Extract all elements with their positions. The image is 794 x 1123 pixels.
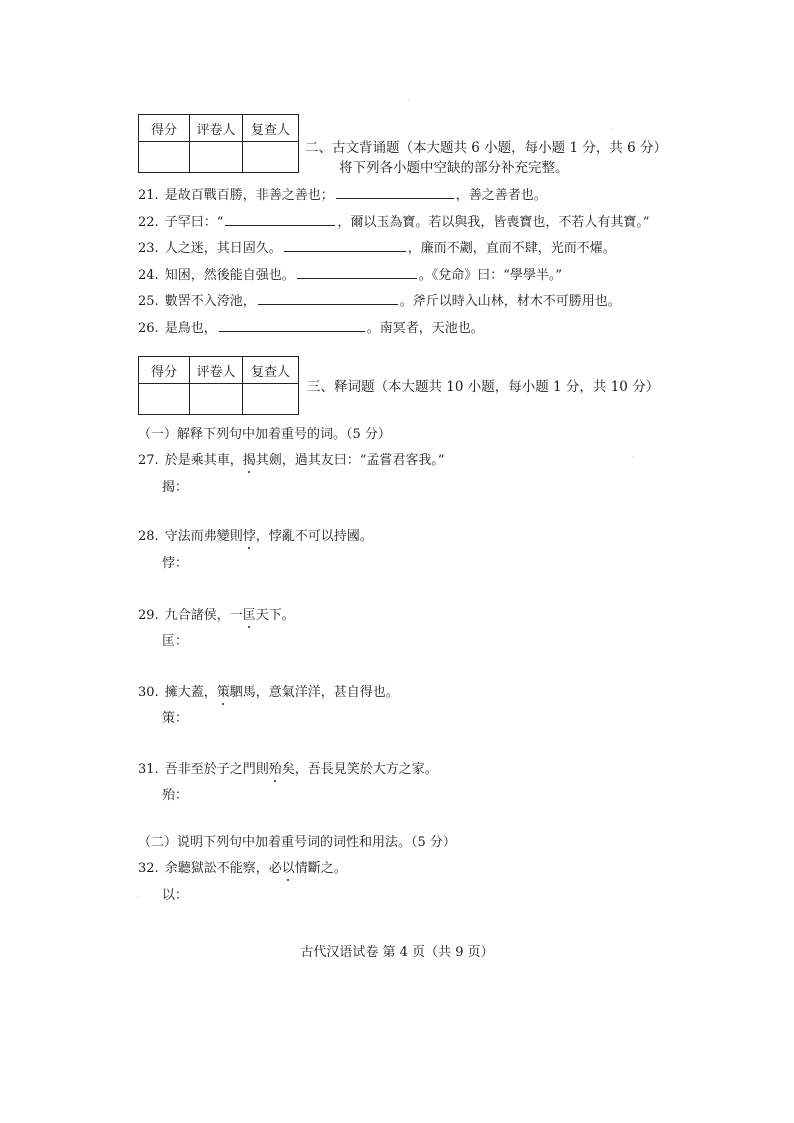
- reviewer-cell[interactable]: [243, 384, 299, 415]
- answer-label-29: 匡：: [162, 634, 189, 649]
- answer-blank-26[interactable]: [219, 320, 365, 332]
- score-table-1: [138, 114, 299, 173]
- answer-area-30[interactable]: [200, 705, 420, 723]
- answer-blank-24[interactable]: [297, 267, 417, 279]
- question-27: 27. 於是乘其車，揭其劍，過其友曰：“孟嘗君客我。”: [138, 453, 445, 468]
- question-29: 29. 九合諸侯，一匡天下。: [138, 608, 295, 623]
- question-30: 30. 擁大蓋，策駟馬，意氣洋洋，甚自得也。: [138, 685, 399, 700]
- section3-part2-heading: （二）说明下列句中加着重号词的词性和用法。（5 分）: [138, 835, 456, 850]
- answer-area-31[interactable]: [200, 782, 420, 800]
- reviewer-header: 复查人: [243, 357, 299, 384]
- grader-header: 评卷人: [190, 115, 243, 142]
- question-23: 23. 人之迷，其日固久。 ，廉而不劌，直而不肆，光而不燿。: [138, 241, 616, 256]
- section2-title: 二、古文背诵题（本大题共 6 小题，每小题 1 分，共 6 分）: [305, 140, 668, 156]
- scan-speck: [137, 896, 138, 897]
- scan-speck: [408, 100, 409, 101]
- score-cell[interactable]: [139, 384, 190, 415]
- section3-title: 三、释词题（本大题共 10 小题，每小题 1 分，共 10 分）: [307, 379, 660, 395]
- emphasized-word: 悖: [242, 529, 256, 544]
- grader-header: 评卷人: [190, 357, 243, 384]
- answer-label-30: 策：: [162, 711, 189, 726]
- section3-part1-heading: （一）解释下列句中加着重号的词。（5 分）: [138, 427, 391, 442]
- question-21: 21. 是故百戰百勝，非善之善也； ，善之善者也。: [138, 188, 547, 203]
- grader-cell[interactable]: [190, 384, 243, 415]
- answer-blank-21[interactable]: [336, 187, 454, 199]
- question-25: 25. 數罟不入洿池， 。斧斤以時入山林，材木不可勝用也。: [138, 294, 621, 309]
- emphasized-word: 揭: [242, 453, 256, 468]
- score-header: 得分: [139, 357, 190, 384]
- question-28: 28. 守法而弗變則悖，悖亂不可以持國。: [138, 529, 373, 544]
- answer-blank-22[interactable]: [225, 214, 335, 226]
- section2-instruction: 将下列各小题中空缺的部分补充完整。: [339, 160, 569, 176]
- reviewer-header: 复查人: [243, 115, 299, 142]
- grader-cell[interactable]: [190, 142, 243, 173]
- emphasized-word: 殆: [268, 762, 282, 777]
- answer-area-29[interactable]: [200, 628, 420, 646]
- answer-area-28[interactable]: [200, 550, 420, 568]
- question-31: 31. 吾非至於子之門則殆矣，吾長見笑於大方之家。: [138, 762, 438, 777]
- answer-blank-23[interactable]: [284, 240, 406, 252]
- answer-blank-25[interactable]: [258, 293, 398, 305]
- answer-label-28: 悖：: [162, 556, 189, 571]
- question-24: 24. 知困，然後能自强也。 。《兌命》曰：“學學半。”: [138, 268, 562, 283]
- emphasized-word: 策: [216, 685, 230, 700]
- answer-area-32[interactable]: [200, 882, 420, 900]
- score-header: 得分: [139, 115, 190, 142]
- answer-label-32: 以：: [162, 888, 189, 903]
- scan-speck: [612, 128, 613, 129]
- emphasized-word: 以: [281, 861, 295, 876]
- page-footer: 古代汉语试卷 第 4 页（共 9 页）: [300, 945, 494, 960]
- answer-area-27[interactable]: [200, 474, 420, 492]
- answer-label-27: 揭：: [162, 480, 189, 495]
- score-cell[interactable]: [139, 142, 190, 173]
- question-32: 32. 余聽獄訟不能察，必以情斷之。: [138, 861, 347, 876]
- question-26: 26. 是鳥也， 。南冥者，天池也。: [138, 321, 484, 336]
- score-table-2: [138, 356, 299, 415]
- reviewer-cell[interactable]: [243, 142, 299, 173]
- emphasized-word: 匡: [242, 608, 256, 623]
- question-22: 22. 子罕曰：“ ，爾以玉為寶。若以與我，皆喪寶也，不若人有其寶。”: [138, 215, 650, 230]
- scan-speck: [632, 456, 633, 457]
- answer-label-31: 殆：: [162, 788, 189, 803]
